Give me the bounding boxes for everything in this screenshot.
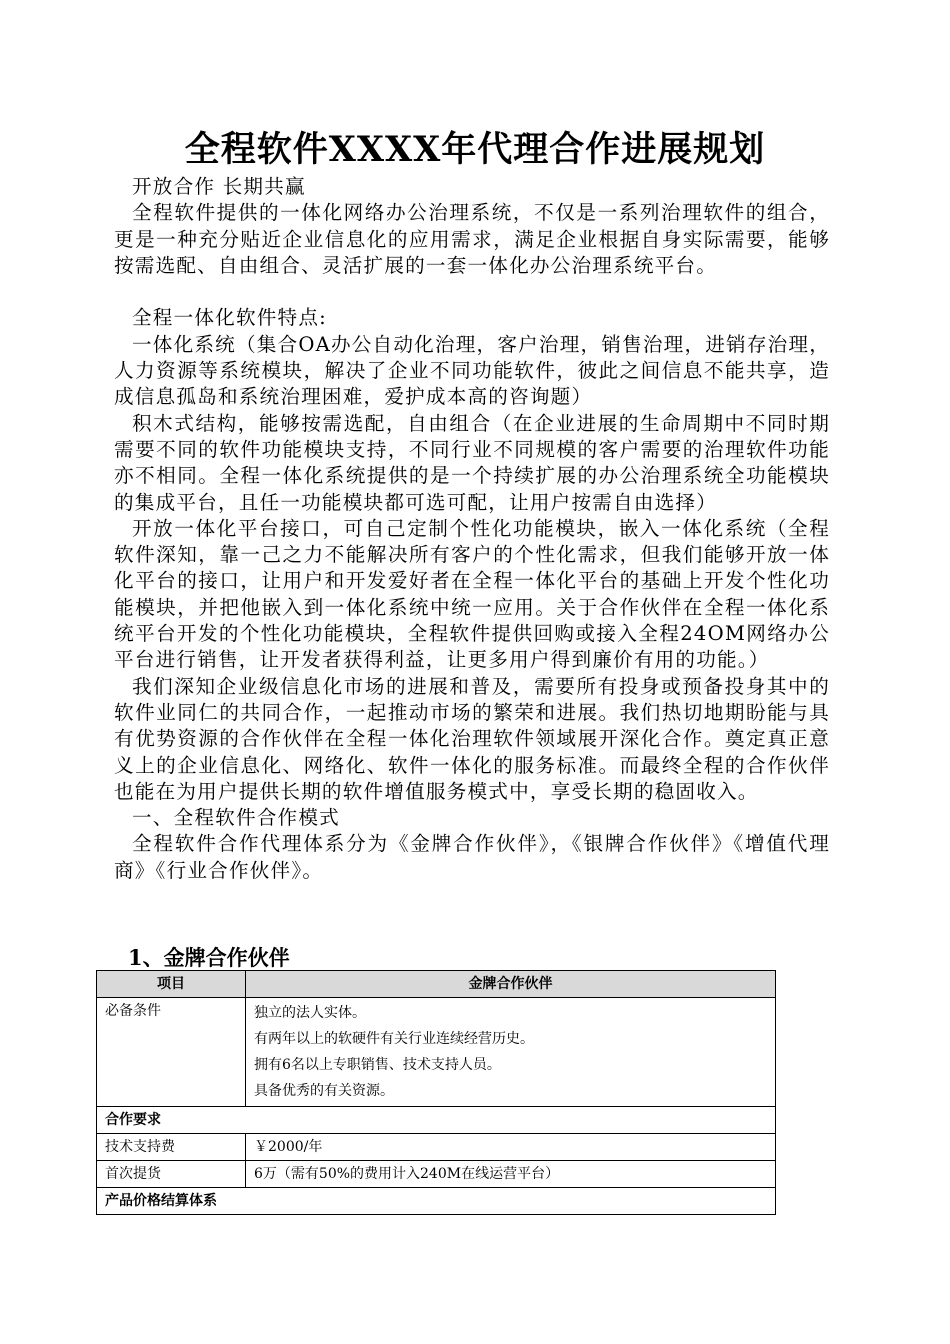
row-label-tech-support-fee: 技术支持费 (97, 1134, 246, 1161)
section-heading-cooperation-mode: 一、全程软件合作模式 (132, 806, 340, 830)
table-row (97, 1161, 776, 1188)
table-row-requirements (97, 998, 776, 1107)
table-row (97, 1134, 776, 1161)
section-pricing-label: 产品价格结算体系 (97, 1188, 776, 1215)
requirements-list (246, 998, 776, 1107)
subheading-gold-partner: 1、金牌合作伙伴 (128, 945, 290, 970)
paragraph-feature-open-interface: 开放一体化平台接口，可自己定制个性化功能模块，嵌入一体化系统（全程软件深知，靠一己之力不能解决所有客户的个性化需求，但我们能够开放一体化平台的接口，让用户和开发爱好者在全程一体化平台的基础上开发个性化功能模块，并把他嵌入到一体化系统中统一应用。关于合作伙伴在全程一体化系统平台开发的个性化功能模块，全程软件提供回购或接入全程24OM网络办公平台进行销售，让开发者获得利益，让更多用户得到廉价有用的功能。） (114, 516, 830, 672)
table-header-row (97, 971, 776, 998)
requirement-item: 具备优秀的有关资源。 (254, 1083, 394, 1099)
requirement-item: 有两年以上的软硬件有关行业连续经营历史。 (254, 1031, 534, 1047)
paragraph-partner-system: 全程软件合作代理体系分为《金牌合作伙伴》，《银牌合作伙伴》《增值代理商》《行业合作伙伴》。 (114, 832, 830, 882)
table-section-cooperation (97, 1107, 776, 1134)
section-cooperation-label: 合作要求 (97, 1107, 776, 1134)
gold-partner-table (96, 970, 776, 1215)
paragraph-feature-integrated: 一体化系统（集合OA办公自动化治理，客户治理，销售治理，进销存治理，人力资源等系统模块，解决了企业不同功能软件，彼此之间信息不能共享，造成信息孤岛和系统治理困难，爱护成本高的咨询题） (114, 332, 831, 409)
paragraph-features-heading: 全程一体化软件特点: (132, 306, 327, 330)
blank-line (114, 279, 830, 305)
document-title: 全程软件XXXX年代理合作进展规划 (184, 129, 766, 170)
row-value-tech-support-fee: ￥2000/年 (246, 1134, 776, 1161)
paragraph-slogan: 开放合作 长期共赢 (132, 175, 306, 198)
table-section-pricing (97, 1188, 776, 1215)
document-body (114, 174, 830, 884)
table-header-item: 项目 (97, 971, 246, 998)
paragraph-intro: 全程软件提供的一体化网络办公治理系统，不仅是一系列治理软件的组合，更是一种充分贴近企业信息化的应用需求，满足企业根据自身实际需要，能够按需选配、自由组合、灵活扩展的一套一体化办公治理系统平台。 (114, 201, 830, 277)
row-label-first-order: 首次提货 (97, 1161, 246, 1188)
requirements-label: 必备条件 (97, 998, 246, 1107)
paragraph-cooperation: 我们深知企业级信息化市场的进展和普及，需要所有投身或预备投身其中的软件业同仁的共同合作，一起推动市场的繁荣和进展。我们热切地期盼能与具有优势资源的合作伙伴在全程一体化治理软件领域展开深化合作。奠定真正意义上的企业信息化、网络化、软件一体化的服务标准。而最终全程的合作伙伴也能在为用户提供长期的软件增值服务模式中，享受长期的稳固收入。 (114, 674, 830, 803)
paragraph-feature-modular: 积木式结构，能够按需选配，自由组合（在企业进展的生命周期中不同时期需要不同的软件功能模块支持，不同行业不同规模的客户需要的治理软件功能亦不相同。全程一体化系统提供的是一个持续扩展的办公治理系统全功能模块的集成平台，且任一功能模块都可选可配，让用户按需自由选择） (114, 411, 830, 514)
row-value-first-order: 6万（需有50%的费用计入240M在线运营平台） (246, 1161, 776, 1188)
requirement-item: 独立的法人实体。 (254, 1005, 366, 1021)
table-header-gold-partner: 金牌合作伙伴 (246, 971, 776, 998)
requirement-item: 拥有6名以上专职销售、技术支持人员。 (254, 1057, 501, 1073)
